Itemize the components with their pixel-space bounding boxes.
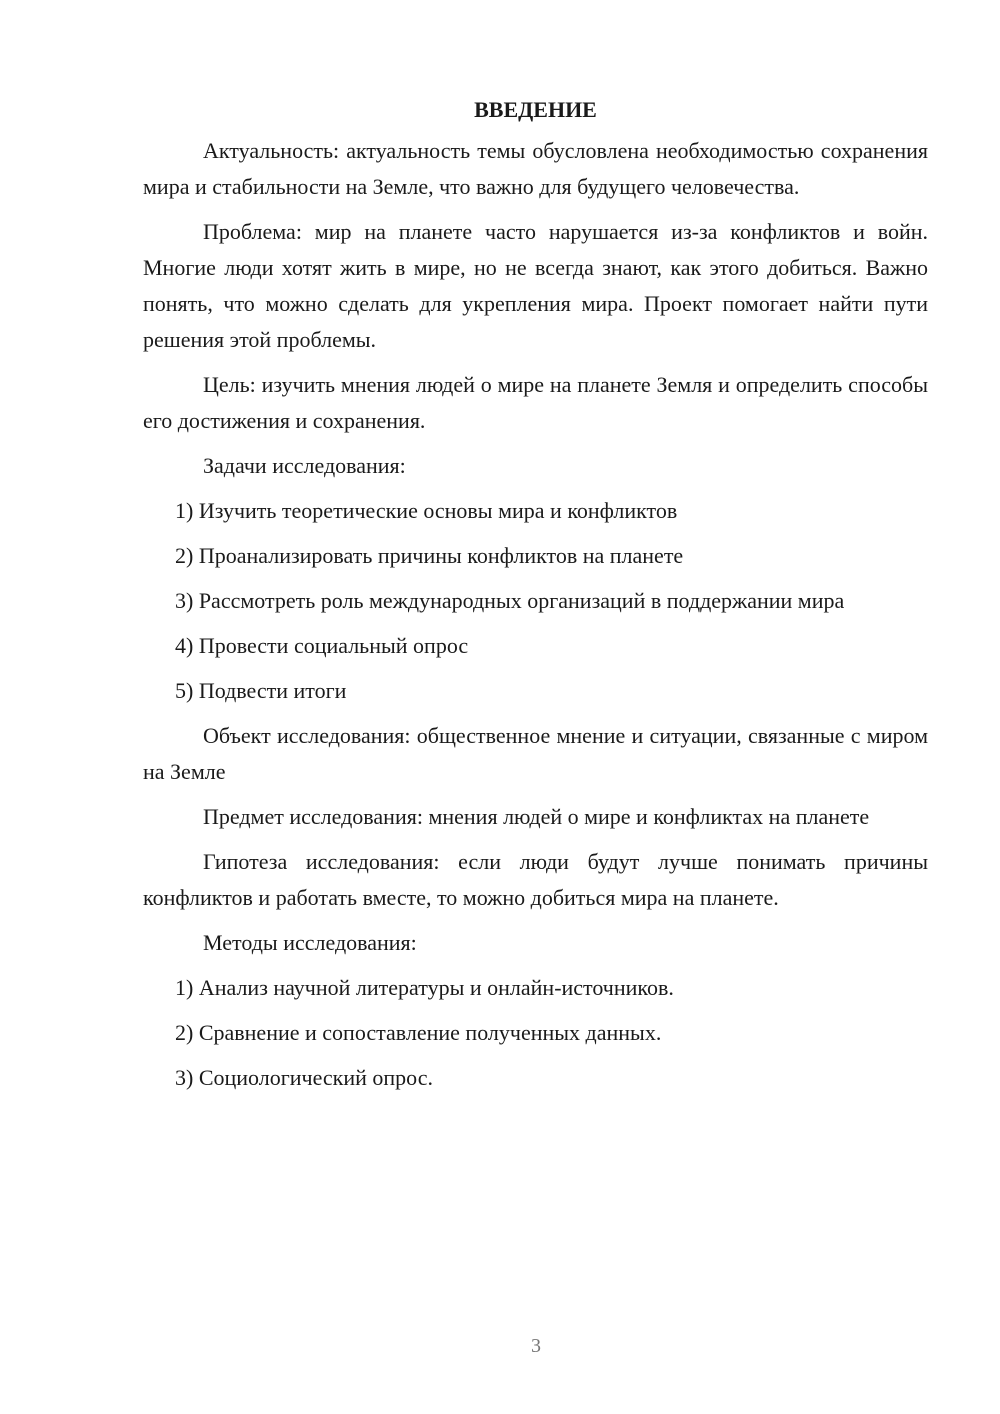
tasks-heading: Задачи исследования:	[203, 453, 406, 478]
method-item: 2) Сравнение и сопоставление полученных данных.	[175, 1020, 662, 1045]
page-number: 3	[531, 1335, 541, 1357]
document-page	[143, 95, 928, 1105]
method-item: 1) Анализ научной литературы и онлайн-источников.	[175, 975, 674, 1000]
task-item: 5) Подвести итоги	[175, 678, 347, 703]
problem-paragraph: Проблема: мир на планете часто нарушается из-за конфликтов и войн. Многие люди хотят жить в мире, но не всегда знают, как этого добиться. Важно понять, что можно сделать для укрепления мира. Проект помогает найти пути решения этой проблемы.	[143, 219, 928, 352]
task-item: 4) Провести социальный опрос	[175, 633, 469, 658]
method-item: 3) Социологический опрос.	[175, 1065, 433, 1090]
task-item: 3) Рассмотреть роль международных организаций в поддержании мира	[175, 588, 845, 613]
task-item: 1) Изучить теоретические основы мира и конфликтов	[175, 498, 678, 523]
goal-paragraph: Цель: изучить мнения людей о мире на планете Земля и определить способы его достижения и сохранения.	[143, 372, 928, 433]
methods-heading: Методы исследования:	[203, 930, 417, 955]
hypothesis-paragraph: Гипотеза исследования: если люди будут лучше понимать причины конфликтов и работать вместе, то можно добиться мира на планете.	[143, 849, 928, 910]
object-paragraph: Объект исследования: общественное мнение и ситуации, связанные с миром на Земле	[143, 723, 928, 784]
relevance-paragraph: Актуальность: актуальность темы обусловлена необходимостью сохранения мира и стабильности на Земле, что важно для будущего человечества.	[143, 138, 928, 199]
section-title: ВВЕДЕНИЕ	[474, 97, 597, 122]
subject-paragraph: Предмет исследования: мнения людей о мире и конфликтах на планете	[203, 804, 870, 829]
task-item: 2) Проанализировать причины конфликтов на планете	[175, 543, 684, 568]
